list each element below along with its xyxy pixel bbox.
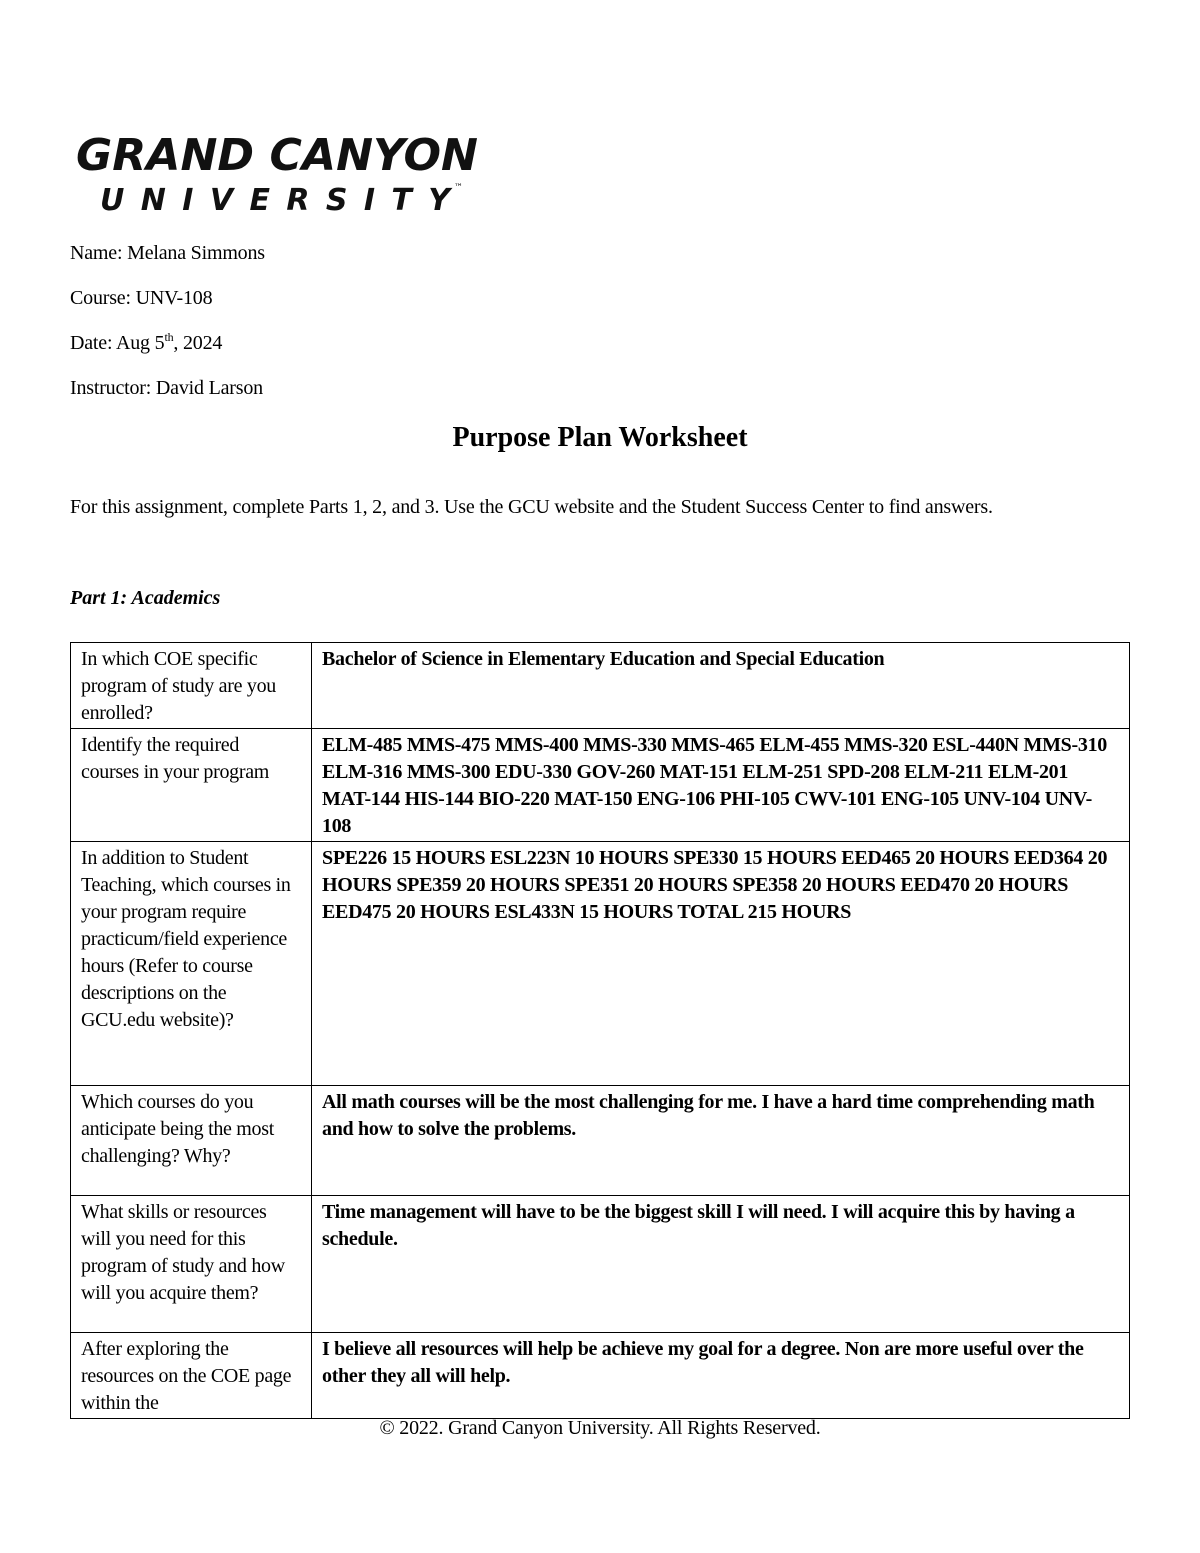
logo-trademark: ™ (454, 183, 463, 193)
academics-table (70, 642, 1130, 1419)
course-field: Course: UNV-108 (70, 287, 213, 309)
date-prefix: Date: Aug 5 (70, 332, 165, 354)
instructions-paragraph: For this assignment, complete Parts 1, 2, and 3. Use the GCU website and the Student Success Center to find answers. (70, 496, 993, 518)
table-row (71, 1333, 1130, 1419)
date-superscript: th (164, 330, 174, 344)
answer-cell: ELM-485 MMS-475 MMS-400 MMS-330 MMS-465 ELM-455 MMS-320 ESL-440N MMS-310 ELM-316 MMS-300 EDU-330 GOV-260 MAT-151 ELM-251 SPD-208 ELM-211 ELM-201 MAT-144 HIS-144 BIO-220 MAT-150 ENG-106 PHI-105 CWV-101 ENG-105 UNV-104 UNV-108 (312, 729, 1130, 842)
answer-cell: Bachelor of Science in Elementary Education and Special Education (312, 643, 1130, 729)
table-row (71, 643, 1130, 729)
gcu-logo (74, 126, 484, 216)
answer-cell: All math courses will be the most challenging for me. I have a hard time comprehending math and how to solve the problems. (312, 1086, 1130, 1196)
question-cell: Identify the required courses in your program (71, 729, 312, 842)
name-field: Name: Melana Simmons (70, 242, 265, 264)
answer-cell: I believe all resources will help be achieve my goal for a degree. Non are more useful over the other they all will help. (312, 1333, 1130, 1419)
table-row (71, 842, 1130, 1086)
table-row (71, 1086, 1130, 1196)
answer-cell: Time management will have to be the biggest skill I will need. I will acquire this by having a schedule. (312, 1196, 1130, 1333)
logo-line2: UNIVERSITY (100, 183, 450, 216)
answer-cell: SPE226 15 HOURS ESL223N 10 HOURS SPE330 15 HOURS EED465 20 HOURS EED364 20 HOURS SPE359 20 HOURS SPE351 20 HOURS SPE358 20 HOURS EED470 20 HOURS EED475 20 HOURS ESL433N 15 HOURS TOTAL 215 HOURS (312, 842, 1130, 1086)
date-suffix: , 2024 (173, 332, 223, 354)
part1-heading: Part 1: Academics (70, 587, 221, 609)
question-cell: After exploring the resources on the COE page within the (71, 1333, 312, 1419)
question-cell: Which courses do you anticipate being the most challenging? Why? (71, 1086, 312, 1196)
instructor-field: Instructor: David Larson (70, 377, 263, 399)
copyright-footer: © 2022. Grand Canyon University. All Rights Reserved. (379, 1417, 821, 1439)
gcu-logo-graphic (74, 126, 484, 216)
question-cell: In which COE specific program of study are you enrolled? (71, 643, 312, 729)
logo-line1: GRAND CANYON (76, 130, 478, 181)
question-cell: What skills or resources will you need for this program of study and how will you acquire them? (71, 1196, 312, 1333)
date-field (70, 331, 222, 355)
page-title: Purpose Plan Worksheet (452, 422, 748, 453)
question-cell: In addition to Student Teaching, which courses in your program require practicum/field experience hours (Refer to course descriptions on the GCU.edu website)? (71, 842, 312, 1086)
table-row (71, 1196, 1130, 1333)
table-row (71, 729, 1130, 842)
